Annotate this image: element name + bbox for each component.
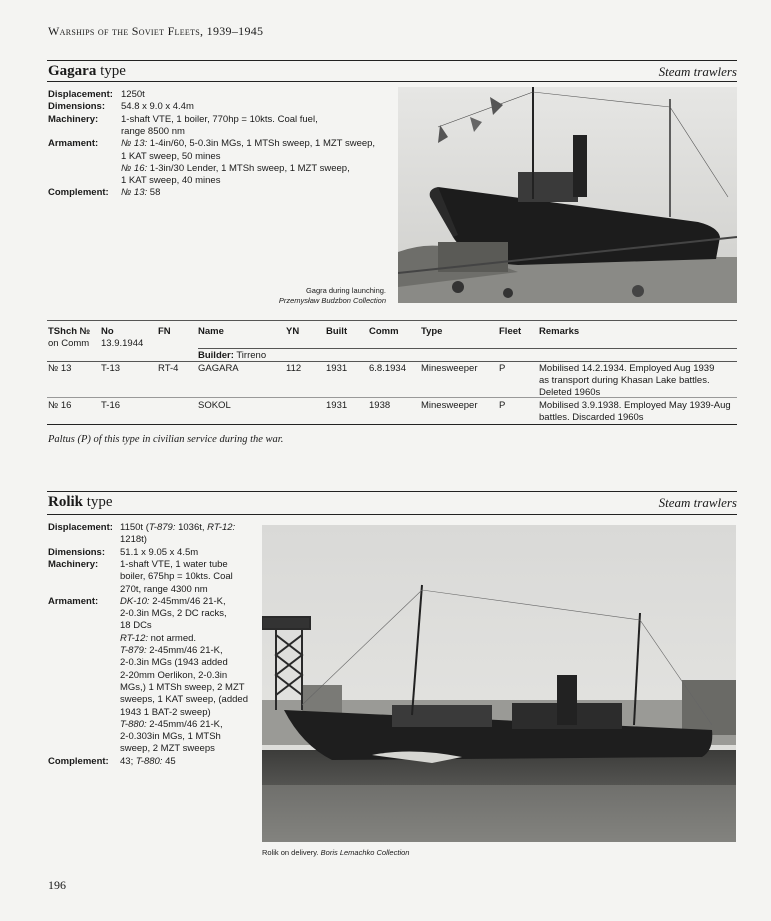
specs-block: [48, 522, 263, 772]
ship-ref: № 13:: [121, 138, 148, 150]
ship-ref: № 16:: [121, 162, 148, 174]
armament-line: 1 KAT sweep, 50 mines: [121, 150, 221, 162]
col-header-built: Built: [326, 326, 348, 337]
ship-ref: T-880:: [120, 718, 147, 730]
builder-label: Builder:: [198, 350, 234, 361]
caption-line: Rolik on delivery.: [262, 848, 319, 857]
ship-ref: № 13:: [121, 187, 148, 199]
armament-line: 2-0.3in MGs (1943 added: [120, 657, 228, 669]
section-rule-bottom: [47, 514, 737, 515]
class-suffix: type: [86, 494, 113, 510]
dimensions-value: 51.1 x 9.05 x 4.5m: [120, 546, 199, 558]
cell-fleet: P: [499, 363, 506, 374]
armament-text: 1-3in/30 Lender, 1 MTSh sweep, 1 MZT sweep,: [147, 162, 350, 174]
displacement-value: 1250t: [121, 89, 145, 100]
ship-ref: T-880:: [135, 755, 163, 767]
running-head-text: Warships of the Soviet Fleets, 1939–1945: [48, 24, 264, 38]
disp-text: 1150t (: [120, 522, 149, 533]
col-header-remarks: Remarks: [539, 326, 580, 337]
disp-text: 1036t,: [175, 522, 208, 533]
armament-line: sweep, 2 MZT sweeps: [120, 743, 215, 755]
dimensions-value: 54.8 x 9.0 x 4.4m: [121, 101, 194, 113]
ship-category: Steam trawlers: [658, 495, 737, 510]
cell-name: SOKOL: [198, 400, 231, 411]
cell-tshch: № 16: [48, 400, 72, 411]
col-header-yn: YN: [286, 326, 300, 337]
col-header-tshch: TShch №: [48, 326, 91, 337]
ship-category: Steam trawlers: [658, 64, 737, 79]
cell-comm: 6.8.1934: [369, 363, 406, 374]
cell-no: T-16: [101, 400, 121, 411]
displacement-label: Displacement:: [48, 522, 113, 533]
complement-value: [120, 756, 176, 768]
machinery-line: 1-shaft VTE, 1 boiler, 770hp = 10kts. Coal fuel,: [121, 113, 318, 125]
cell-type: Minesweeper: [421, 400, 478, 411]
col-header-type: Type: [421, 326, 443, 337]
displacement-value: [120, 522, 235, 534]
col-header-fleet: Fleet: [499, 326, 522, 337]
ship-ref: DK-10:: [120, 595, 150, 607]
armament-line: sweeps, 1 KAT sweep, (added: [120, 694, 248, 706]
complement-label: Complement:: [48, 187, 109, 199]
armament-line: [120, 645, 223, 657]
cell-yn: 112: [286, 363, 302, 374]
caption-credit: Przemysław Budzbon Collection: [278, 296, 386, 305]
col-header-tshch-sub: on Comm: [48, 338, 90, 349]
caption-line: Gagra during launching.: [305, 286, 386, 295]
table-rule-bottom: [47, 424, 737, 425]
armament-text: 1-4in/60, 5-0.3in MGs, 1 MTSh sweep, 1 MZT sweep,: [147, 138, 376, 150]
cell-no: T-13: [101, 363, 121, 374]
cell-tshch: № 13: [48, 363, 72, 374]
cell-remarks: Mobilised 14.2.1934. Employed Aug 1939: [539, 363, 715, 374]
header-rule: [47, 361, 737, 362]
row-rule: [47, 397, 737, 398]
armament-line: 1943 1 BAT-2 sweep): [120, 706, 211, 718]
complement-text: 43;: [120, 755, 136, 767]
cell-remarks: Deleted 1960s: [539, 387, 601, 398]
armament-text: not armed.: [148, 632, 197, 644]
cell-fleet: P: [499, 400, 506, 411]
class-name: Rolik: [48, 494, 84, 510]
machinery-label: Machinery:: [48, 558, 99, 570]
col-header-comm: Comm: [369, 326, 399, 337]
ship-delivery-photo: [262, 525, 736, 842]
machinery-line: 270t, range 4300 nm: [120, 583, 208, 595]
machinery-line: range 8500 nm: [121, 125, 185, 137]
ship-ref: RT-12:: [120, 632, 148, 644]
dimensions-label: Dimensions:: [48, 101, 106, 113]
displacement-label: Displacement:: [48, 89, 113, 100]
cell-remarks: battles. Discarded 1960s: [539, 412, 644, 423]
cell-remarks: Mobilised 3.9.1938. Employed May 1939-Aug: [539, 400, 731, 411]
class-name: Gagara: [48, 63, 97, 79]
builder-value: Tirreno: [236, 350, 267, 361]
photo-delivery: [262, 525, 736, 842]
armament-label: Armament:: [48, 138, 99, 150]
complement-text: 58: [147, 187, 161, 199]
armament-text: 2-45mm/46 21-K,: [149, 595, 226, 607]
photo-caption: [262, 848, 409, 858]
builder-row: [198, 350, 266, 361]
cell-fn: RT-4: [158, 363, 179, 374]
caption-credit: Boris Lemachko Collection: [320, 848, 410, 857]
page-number: 196: [48, 878, 66, 892]
machinery-line: 1-shaft VTE, 1 water tube: [120, 558, 228, 570]
armament-line: 1 KAT sweep, 40 mines: [121, 175, 221, 187]
ship-ref: T-879:: [120, 645, 147, 656]
armament-line: MGs,) 1 MTSh sweep, 2 MZT: [120, 681, 245, 693]
col-header-no: No: [101, 326, 114, 337]
armament-text: 2-45mm/46 21-K,: [146, 718, 223, 730]
section-title: [48, 494, 113, 511]
armament-line: [120, 596, 226, 608]
cell-remarks: as transport during Khasan Lake battles.: [539, 375, 710, 386]
cell-type: Minesweeper: [421, 363, 478, 374]
displacement-line: 1218t): [120, 534, 147, 546]
armament-label: Armament:: [48, 595, 99, 607]
col-header-no-sub: 13.9.1944: [101, 338, 144, 349]
armament-line: [120, 719, 223, 731]
class-suffix: type: [100, 63, 126, 79]
complement-label: Complement:: [48, 755, 109, 767]
ship-ref: RT-12:: [207, 522, 236, 533]
ship-ref: T-879:: [148, 522, 176, 533]
machinery-label: Machinery:: [48, 113, 99, 125]
complement-text: 45: [162, 755, 176, 767]
builder-rule: [198, 348, 737, 349]
cell-comm: 1938: [369, 400, 391, 411]
col-header-name: Name: [198, 326, 224, 337]
machinery-line: boiler, 675hp = 10kts. Coal: [120, 571, 233, 583]
armament-line: 2-0.3in MGs, 2 DC racks,: [120, 608, 227, 620]
armament-line: 18 DCs: [120, 620, 152, 632]
armament-line: 2-20mm Oerlikon, 2-0.3in: [120, 669, 228, 681]
armament-line: [120, 633, 196, 645]
armament-text: 2-45mm/46 21-K,: [146, 645, 223, 656]
dimensions-label: Dimensions:: [48, 546, 106, 558]
cell-name: GAGARA: [198, 363, 239, 374]
col-header-fn: FN: [158, 326, 171, 337]
armament-line: 2-0.303in MGs, 1 MTSh: [120, 731, 221, 743]
table-note: Paltus (P) of this type in civilian service during the war.: [48, 434, 284, 445]
section-rule-top: [47, 491, 737, 492]
cell-built: 1931: [326, 400, 348, 411]
cell-built: 1931: [326, 363, 348, 374]
